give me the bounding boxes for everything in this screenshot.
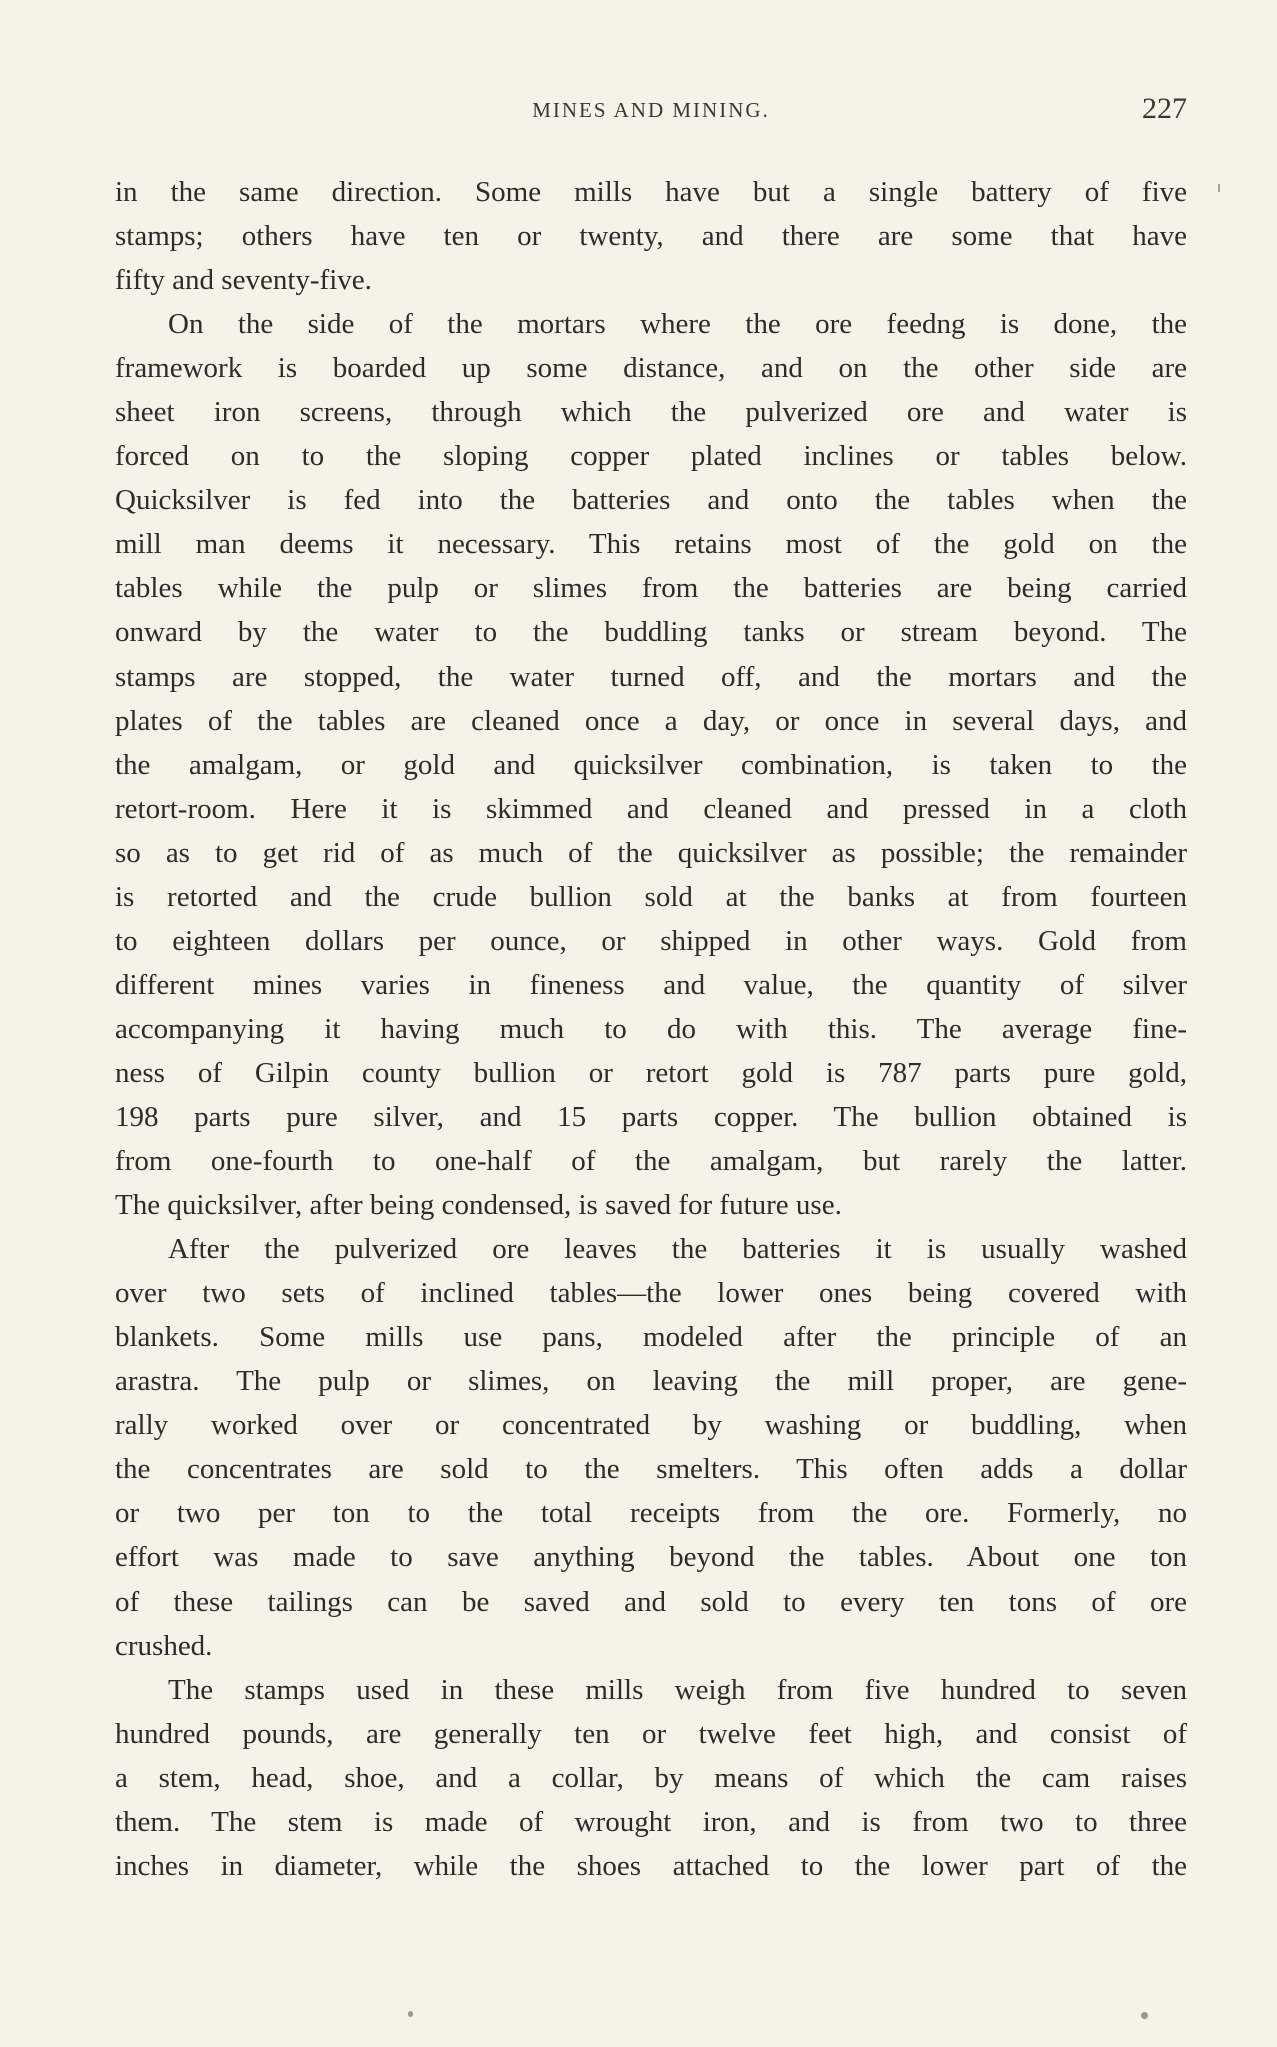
page-header xyxy=(115,92,1187,132)
text-line: onward by the water to the buddling tanks or stream beyond. The xyxy=(115,616,1187,649)
text-line: is retorted and the crude bullion sold at the banks at from fourteen xyxy=(115,880,1187,913)
text-line: stamps; others have ten or twenty, and there are some that have xyxy=(115,220,1187,253)
print-speck xyxy=(408,2011,413,2017)
text-line: fifty and seventy-five. xyxy=(115,264,372,297)
text-line: in the same direction. Some mills have but a single battery of five xyxy=(115,176,1187,208)
text-line: or two per ton to the total receipts from the ore. Formerly, no xyxy=(115,1497,1187,1530)
text-line: tables while the pulp or slimes from the batteries are being carried xyxy=(115,572,1187,605)
text-line: them. The stem is made of wrought iron, and is from two to three xyxy=(115,1805,1187,1838)
text-line: hundred pounds, are generally ten or twelve feet high, and consist of xyxy=(115,1717,1187,1750)
text-line: The quicksilver, after being condensed, is saved for future use. xyxy=(115,1189,842,1222)
text-line: ness of Gilpin county bullion or retort gold is 787 parts pure gold, xyxy=(115,1056,1187,1089)
text-line: Quicksilver is fed into the batteries and onto the tables when the xyxy=(115,484,1187,517)
text-line: inches in diameter, while the shoes attached to the lower part of the xyxy=(115,1849,1187,1882)
text-line: to eighteen dollars per ounce, or shipped in other ways. Gold from xyxy=(115,924,1187,957)
text-line: framework is boarded up some distance, and on the other side are xyxy=(115,352,1187,385)
text-line: arastra. The pulp or slimes, on leaving the mill proper, are gene- xyxy=(115,1365,1187,1398)
text-line: crushed. xyxy=(115,1629,213,1662)
running-head: MINES AND MINING. xyxy=(532,98,770,122)
text-line: 198 parts pure silver, and 15 parts copper. The bullion obtained is xyxy=(115,1100,1187,1133)
text-line: a stem, head, shoe, and a collar, by means of which the cam raises xyxy=(115,1761,1187,1794)
text-line: rally worked over or concentrated by washing or buddling, when xyxy=(115,1409,1187,1442)
text-line: effort was made to save anything beyond the tables. About one ton xyxy=(115,1541,1187,1574)
text-line: the concentrates are sold to the smelters. This often adds a dollar xyxy=(115,1453,1187,1486)
text-line: After the pulverized ore leaves the batteries it is usually washed xyxy=(168,1233,1187,1266)
text-line: of these tailings can be saved and sold to every ten tons of ore xyxy=(115,1585,1187,1618)
text-line: stamps are stopped, the water turned off, and the mortars and the xyxy=(115,660,1187,693)
text-line: different mines varies in fineness and value, the quantity of silver xyxy=(115,968,1187,1001)
text-line: so as to get rid of as much of the quicksilver as possible; the remainder xyxy=(115,836,1187,869)
text-line: forced on to the sloping copper plated inclines or tables below. xyxy=(115,440,1187,473)
text-line: mill man deems it necessary. This retains most of the gold on the xyxy=(115,528,1187,561)
text-line: retort-room. Here it is skimmed and cleaned and pressed in a cloth xyxy=(115,792,1187,825)
text-line: from one-fourth to one-half of the amalgam, but rarely the latter. xyxy=(115,1145,1187,1178)
print-speck xyxy=(1141,2012,1148,2019)
body-text xyxy=(115,170,1187,1888)
text-line: the amalgam, or gold and quicksilver combination, is taken to the xyxy=(115,748,1187,781)
text-line: accompanying it having much to do with this. The average fine- xyxy=(115,1012,1187,1045)
text-line: plates of the tables are cleaned once a day, or once in several days, and xyxy=(115,704,1187,737)
text-line: over two sets of inclined tables—the lower ones being covered with xyxy=(115,1277,1187,1310)
margin-speck xyxy=(1218,184,1220,192)
text-line: On the side of the mortars where the ore feedng is done, the xyxy=(168,308,1187,341)
text-line: blankets. Some mills use pans, modeled after the principle of an xyxy=(115,1321,1187,1354)
text-line: sheet iron screens, through which the pulverized ore and water is xyxy=(115,396,1187,429)
page-number: 227 xyxy=(1142,92,1187,125)
text-line: The stamps used in these mills weigh from five hundred to seven xyxy=(168,1673,1187,1706)
